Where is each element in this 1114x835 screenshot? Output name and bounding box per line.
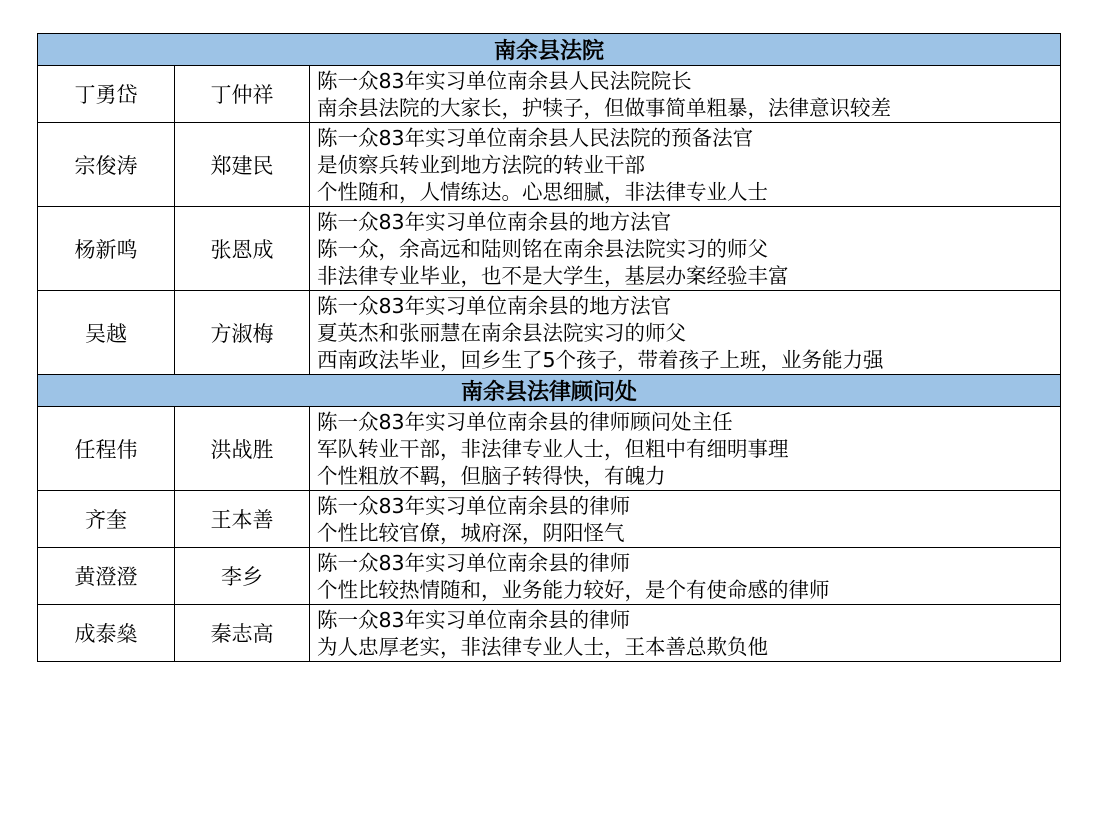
description-line: 陈一众83年实习单位南余县的律师顾问处主任 xyxy=(317,410,733,434)
table-row xyxy=(38,66,1061,123)
role-name-cell: 丁仲祥 xyxy=(175,66,310,123)
description-line: 陈一众83年实习单位南余县的地方法官 xyxy=(317,210,672,234)
cast-table-body xyxy=(38,34,1061,662)
description-cell xyxy=(310,491,1061,548)
description-line: 陈一众83年实习单位南余县人民法院院长 xyxy=(317,69,692,93)
table-row xyxy=(38,123,1061,207)
description-cell xyxy=(310,207,1061,291)
table-row xyxy=(38,548,1061,605)
description-line: 南余县法院的大家长，护犊子，但做事简单粗暴，法律意识较差 xyxy=(317,96,891,120)
role-name-cell: 王本善 xyxy=(175,491,310,548)
section-title: 南余县法院 xyxy=(38,34,1061,66)
description-line: 夏英杰和张丽慧在南余县法院实习的师父 xyxy=(317,321,686,345)
role-name-cell: 秦志高 xyxy=(175,605,310,662)
description-line: 为人忠厚老实，非法律专业人士，王本善总欺负他 xyxy=(317,635,768,659)
actor-name-cell: 杨新鸣 xyxy=(38,207,175,291)
description-line: 陈一众83年实习单位南余县人民法院的预备法官 xyxy=(317,126,754,150)
description-line: 个性粗放不羁，但脑子转得快，有魄力 xyxy=(317,464,666,488)
description-line: 是侦察兵转业到地方法院的转业干部 xyxy=(317,153,645,177)
actor-name-cell: 黄澄澄 xyxy=(38,548,175,605)
description-line: 军队转业干部，非法律专业人士，但粗中有细明事理 xyxy=(317,437,789,461)
cast-table xyxy=(37,33,1061,662)
section-title: 南余县法律顾问处 xyxy=(38,375,1061,407)
description-line: 陈一众83年实习单位南余县的律师 xyxy=(317,494,631,518)
description-line: 陈一众83年实习单位南余县的律师 xyxy=(317,551,631,575)
section-header xyxy=(38,34,1061,66)
section-header xyxy=(38,375,1061,407)
description-cell xyxy=(310,291,1061,375)
role-name-cell: 郑建民 xyxy=(175,123,310,207)
description-line: 西南政法毕业，回乡生了5个孩子，带着孩子上班，业务能力强 xyxy=(317,348,884,372)
description-line: 个性比较热情随和，业务能力较好，是个有使命感的律师 xyxy=(317,578,830,602)
role-name-cell: 张恩成 xyxy=(175,207,310,291)
description-line: 个性比较官僚，城府深，阴阳怪气 xyxy=(317,521,625,545)
description-line: 陈一众83年实习单位南余县的律师 xyxy=(317,608,631,632)
table-row xyxy=(38,291,1061,375)
actor-name-cell: 吴越 xyxy=(38,291,175,375)
actor-name-cell: 任程伟 xyxy=(38,407,175,491)
description-cell xyxy=(310,66,1061,123)
description-cell xyxy=(310,548,1061,605)
description-line: 陈一众83年实习单位南余县的地方法官 xyxy=(317,294,672,318)
table-row xyxy=(38,207,1061,291)
description-line: 陈一众，余高远和陆则铭在南余县法院实习的师父 xyxy=(317,237,768,261)
role-name-cell: 李乡 xyxy=(175,548,310,605)
actor-name-cell: 丁勇岱 xyxy=(38,66,175,123)
description-cell xyxy=(310,605,1061,662)
role-name-cell: 洪战胜 xyxy=(175,407,310,491)
description-cell xyxy=(310,407,1061,491)
description-line: 非法律专业毕业，也不是大学生，基层办案经验丰富 xyxy=(317,264,789,288)
table-row xyxy=(38,605,1061,662)
actor-name-cell: 成泰燊 xyxy=(38,605,175,662)
table-row xyxy=(38,407,1061,491)
description-line: 个性随和，人情练达。心思细腻，非法律专业人士 xyxy=(317,180,768,204)
table-row xyxy=(38,491,1061,548)
role-name-cell: 方淑梅 xyxy=(175,291,310,375)
description-cell xyxy=(310,123,1061,207)
actor-name-cell: 齐奎 xyxy=(38,491,175,548)
actor-name-cell: 宗俊涛 xyxy=(38,123,175,207)
